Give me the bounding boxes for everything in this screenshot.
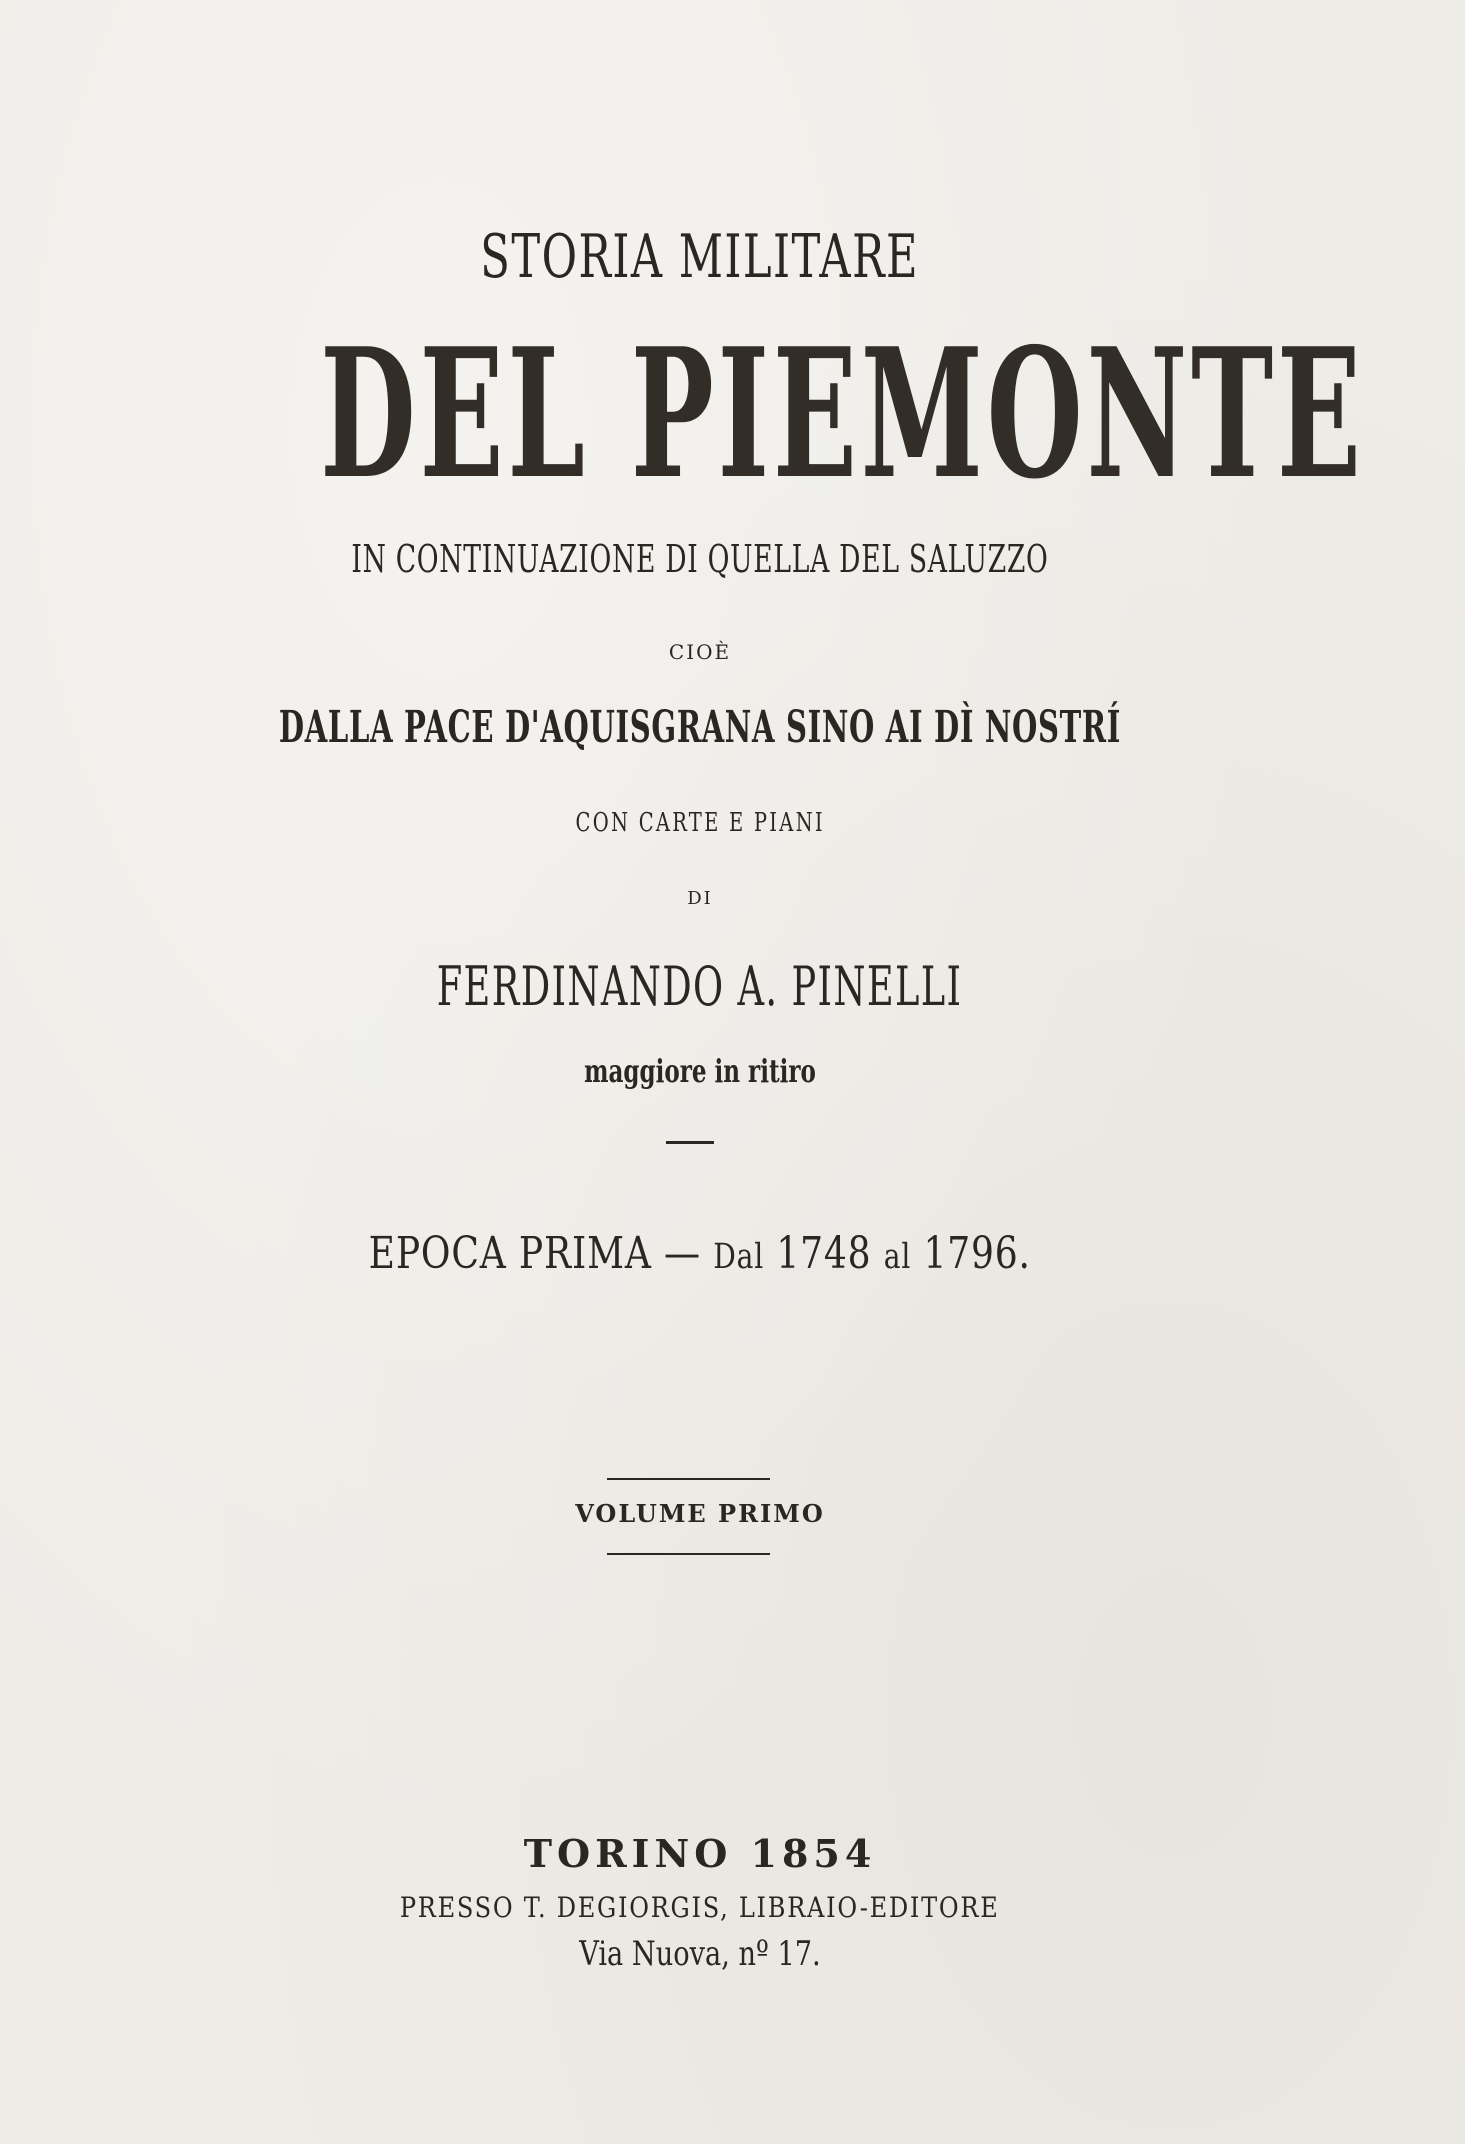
range-text: DALLA PACE D'AQUISGRANA SINO AI DÌ NOSTRÍ <box>278 702 1122 753</box>
title-line-2 <box>0 309 1400 518</box>
volume-line <box>0 1499 1400 1528</box>
author-rank: maggiore in ritiro <box>584 1052 816 1090</box>
volume-text: VOLUME PRIMO <box>575 1499 825 1528</box>
imprint-publisher-line <box>0 1891 1400 1924</box>
by-line <box>0 888 1400 909</box>
volume-rule-bottom <box>607 1553 770 1555</box>
range-line <box>0 702 1400 753</box>
epoch-to-word: al <box>883 1237 912 1277</box>
epoch-to-year: 1796. <box>923 1228 1032 1279</box>
connector-line <box>0 640 1400 664</box>
continuation-line <box>0 537 1400 581</box>
epoch-dash: — <box>664 1228 702 1279</box>
imprint-city-line <box>0 1831 1400 1876</box>
title-line-1-text: STORIA MILITARE <box>480 222 920 292</box>
by-text: DI <box>687 888 713 909</box>
epoch-line <box>0 1228 1400 1279</box>
epoch-from-year: 1748 <box>776 1228 872 1279</box>
imprint-publisher: PRESSO T. DEGIORGIS, LIBRAIO-EDITORE <box>400 1891 1000 1924</box>
epoch-text <box>369 1228 1031 1279</box>
author-rank-line <box>0 1052 1400 1090</box>
maps-text: CON CARTE E PIANI <box>575 808 825 838</box>
imprint-address-line <box>0 1934 1400 1974</box>
imprint-city-year: TORINO 1854 <box>523 1831 877 1876</box>
author-name-line <box>0 955 1400 1018</box>
imprint-address: Via Nuova, nº 17. <box>579 1934 821 1974</box>
epoch-from-word: Dal <box>713 1237 765 1277</box>
separator-dash <box>666 1141 714 1144</box>
title-line-1 <box>0 222 1400 292</box>
author-name: FERDINANDO A. PINELLI <box>437 955 963 1018</box>
connector-text: CIOÈ <box>668 640 732 664</box>
volume-rule-top <box>607 1478 770 1480</box>
maps-line <box>0 808 1400 838</box>
continuation-text: IN CONTINUAZIONE DI QUELLA DEL SALUZZO <box>351 537 1049 581</box>
title-line-2-text: DEL PIEMONTE <box>320 309 1365 518</box>
epoch-label: EPOCA PRIMA <box>368 1228 652 1279</box>
